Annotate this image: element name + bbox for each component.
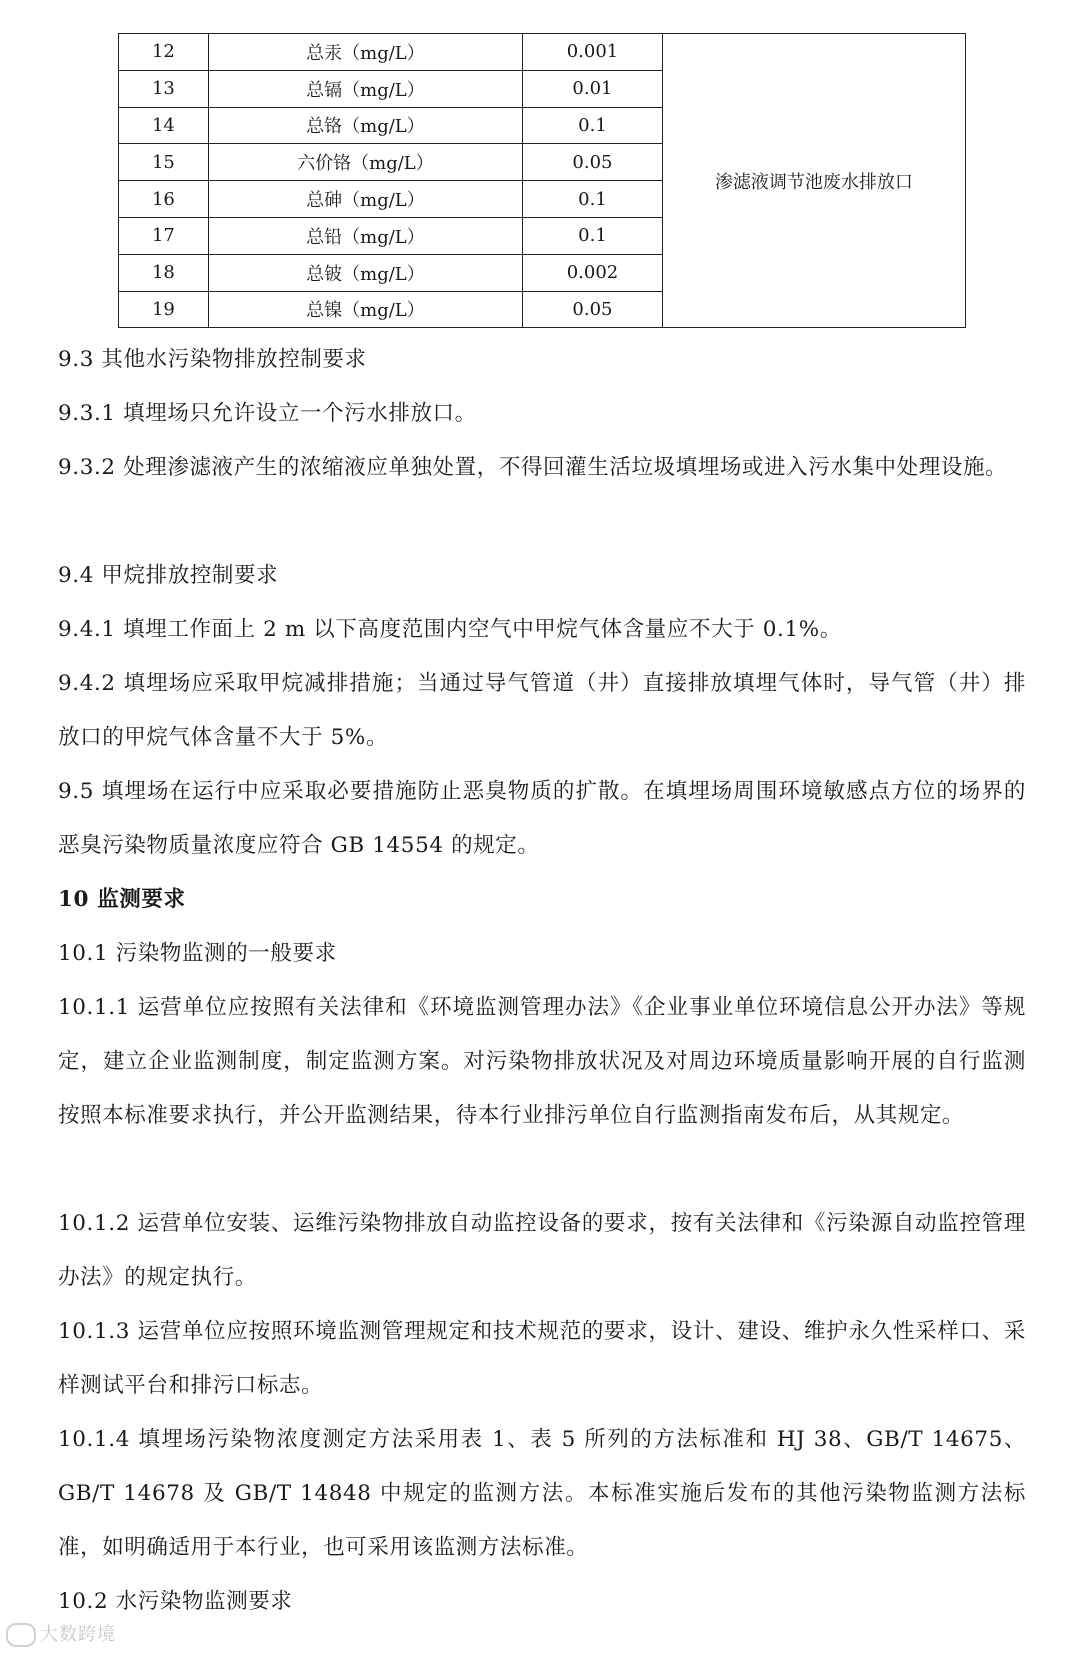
limit-value: 0.002 (523, 254, 663, 291)
clause-9-4-1: 9.4.1 填埋工作面上 2 m 以下高度范围内空气中甲烷气体含量应不大于 0.1%。 (58, 617, 842, 642)
section-9-3-heading: 9.3 其他水污染物排放控制要求 (58, 347, 367, 372)
row-number: 19 (119, 291, 209, 328)
limit-value: 0.1 (523, 107, 663, 144)
section-10-2-heading: 10.2 水污染物监测要求 (58, 1589, 293, 1614)
row-number: 17 (119, 217, 209, 254)
clause-9-5: 9.5 填埋场在运行中应采取必要措施防止恶臭物质的扩散。在填埋场周围环境敏感点方位的场界的恶臭污染物质量浓度应符合 GB 14554 的规定。 (58, 779, 1026, 858)
pollutant-name: 总汞（mg/L） (208, 34, 522, 71)
limit-value: 0.05 (523, 144, 663, 181)
limit-value: 0.1 (523, 181, 663, 218)
limit-value: 0.001 (523, 34, 663, 71)
clause-10-1-4: 10.1.4 填埋场污染物浓度测定方法采用表 1、表 5 所列的方法标准和 HJ 38、GB/T 14675、GB/T 14678 及 GB/T 14848 中规定的监测方法。本标准实施后发布的其他污染物监测方法标准，如明确适用于本行业，也可采用该监测方法标准。 (58, 1427, 1026, 1560)
clause-10-1-3: 10.1.3 运营单位应按照环境监测管理规定和技术规范的要求，设计、建设、维护永久性采样口、采样测试平台和排污口标志。 (58, 1319, 1026, 1398)
watermark (6, 1620, 116, 1647)
pollutant-limit-table (118, 33, 966, 328)
watermark-logo-icon (6, 1623, 36, 1647)
pollutant-name: 总镍（mg/L） (208, 291, 522, 328)
section-10-1-heading: 10.1 污染物监测的一般要求 (58, 941, 337, 966)
pollutant-name: 总铅（mg/L） (208, 217, 522, 254)
pollutant-name: 总镉（mg/L） (208, 70, 522, 107)
row-number: 15 (119, 144, 209, 181)
clause-9-3-1: 9.3.1 填埋场只允许设立一个污水排放口。 (58, 401, 477, 426)
row-number: 18 (119, 254, 209, 291)
clause-10-1-2: 10.1.2 运营单位安装、运维污染物排放自动监控设备的要求，按有关法律和《污染源自动监控管理办法》的规定执行。 (58, 1211, 1026, 1290)
watermark-text: 大数跨境 (40, 1624, 116, 1645)
row-number: 13 (119, 70, 209, 107)
limit-value: 0.01 (523, 70, 663, 107)
row-number: 16 (119, 181, 209, 218)
row-number: 14 (119, 107, 209, 144)
section-10-heading: 10 监测要求 (58, 887, 186, 912)
section-9-4-heading: 9.4 甲烷排放控制要求 (58, 563, 279, 588)
clause-9-3-2: 9.3.2 处理渗滤液产生的浓缩液应单独处置，不得回灌生活垃圾填埋场或进入污水集中处理设施。 (58, 455, 1008, 480)
limit-value: 0.05 (523, 291, 663, 328)
pollutant-name: 六价铬（mg/L） (208, 144, 522, 181)
clause-9-4-2: 9.4.2 填埋场应采取甲烷减排措施；当通过导气管道（井）直接排放填埋气体时，导气管（井）排放口的甲烷气体含量不大于 5%。 (58, 671, 1026, 750)
limit-value: 0.1 (523, 217, 663, 254)
pollutant-name: 总铍（mg/L） (208, 254, 522, 291)
pollutant-name: 总铬（mg/L） (208, 107, 522, 144)
clause-10-1-1: 10.1.1 运营单位应按照有关法律和《环境监测管理办法》《企业事业单位环境信息公开办法》等规定，建立企业监测制度，制定监测方案。对污染物排放状况及对周边环境质量影响开展的自行监测按照本标准要求执行，并公开监测结果，待本行业排污单位自行监测指南发布后，从其规定。 (58, 995, 1026, 1128)
table-row (119, 34, 966, 71)
row-number: 12 (119, 34, 209, 71)
pollutant-name: 总砷（mg/L） (208, 181, 522, 218)
monitoring-location: 渗滤液调节池废水排放口 (662, 34, 965, 328)
